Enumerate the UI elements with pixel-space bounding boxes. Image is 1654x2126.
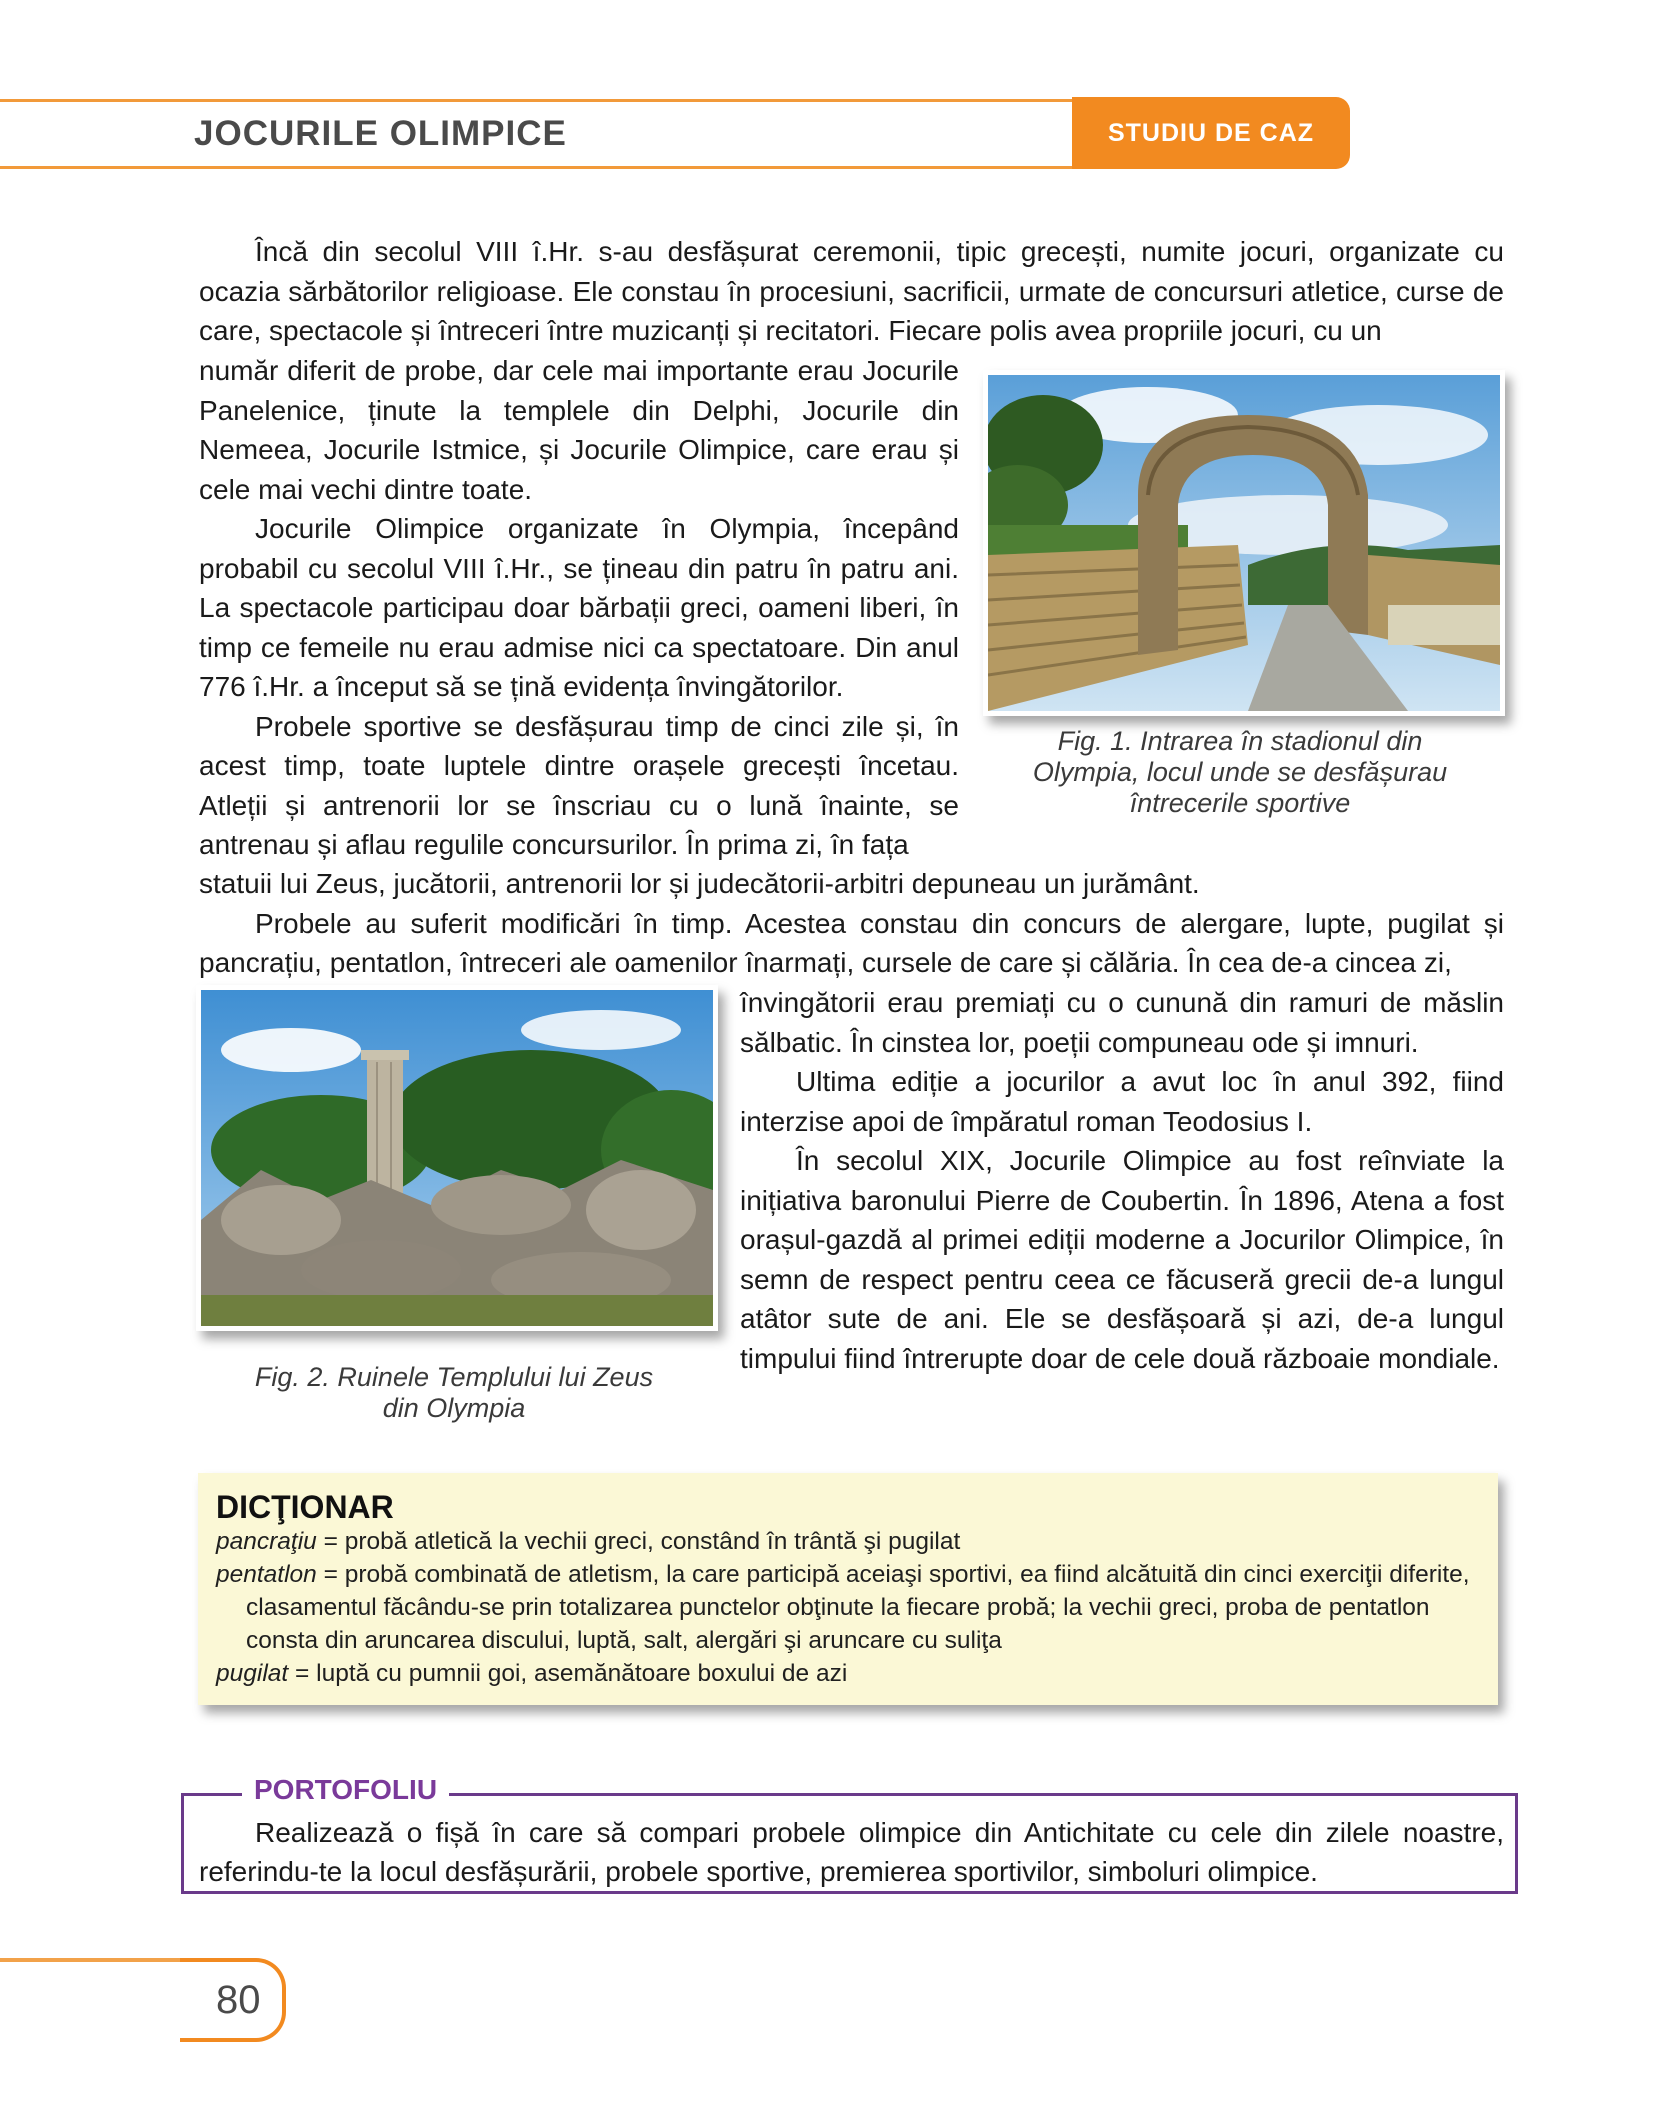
- right-column-text: [740, 983, 1504, 1378]
- paragraph-2: Jocurile Olimpice organizate în Olympia, începând probabil cu secolul VIII î.Hr., se țineau din patru în patru ani. La spectacole participau doar bărbații greci, oameni liberi, în timp ce femeile nu erau admise nici ca spectatoare. Din anul 776 î.Hr. a început să se țină evidența învingătorilor.: [199, 513, 959, 702]
- dictionary-definition: = probă combinată de atletism, la care participă aceiaşi sportivi, ea fiind alcătuită din cinci exerciţii diferite, clasamentul făcându-se prin totalizarea punctelor obţinute la fiecare probă; la vechii greci, proba de pentatlon consta din aruncarea discului, luptă, salt, alergări şi aruncare cu suliţa: [246, 1561, 1470, 1654]
- dictionary-box: [198, 1473, 1498, 1705]
- paragraph-4-continued: învingătorii erau premiați cu o cunună din ramuri de măslin sălbatic. În cinstea lor, poeții compuneau ode și imnuri.: [740, 987, 1504, 1058]
- temple-ruins-image: [201, 990, 713, 1326]
- figure-2-temple-ruins-photo: [196, 985, 718, 1331]
- paragraph-1-continued: număr diferit de probe, dar cele mai importante erau Jocurile Panelenice, ținute la templele din Delphi, Jocurile din Nemeea, Jocurile Istmice, și Jocurile Olimpice, care erau și cele mai vechi dintre toate.: [199, 355, 959, 505]
- paragraph-4: Probele au suferit modificări în timp. Acestea constau din concurs de alergare, lupte, pugilat și pancrațiu, pentatlon, întreceri ale oamenilor înarmați, cursele de care și călăria. În cea de-a cincea zi,: [199, 907, 1504, 978]
- dictionary-term: pancraţiu: [216, 1528, 317, 1555]
- left-column-text: [199, 351, 959, 865]
- section-tab: STUDIU DE CAZ: [1072, 97, 1350, 169]
- paragraph-5: Ultima ediție a jocurilor a avut loc în anul 392, fiind interzise apoi de împăratul roman Teodosius I.: [740, 1066, 1504, 1137]
- mid-text: [199, 864, 1504, 983]
- paragraph-3: Probele sportive se desfășurau timp de cinci zile și, în acest timp, toate luptele dintre orașele grecești încetau. Atleții și antrenorii lor se înscriau cu o lună înainte, se antrenau și aflau regulile concursurilor. În prima zi, în fața: [199, 710, 959, 860]
- dictionary-definition: = luptă cu pumnii goi, asemănătoare boxului de azi: [288, 1660, 848, 1687]
- portfolio-label: PORTOFOLIU: [242, 1774, 449, 1806]
- portfolio-task: Realizează o fișă în care să compari probele olimpice din Antichitate cu cele din zilele noastre, referindu-te la locul desfășurării, probele sportive, premierea sportivilor, simboluri olimpice.: [199, 1817, 1504, 1887]
- dictionary-entry: [216, 1558, 1482, 1657]
- dictionary-term: pentatlon: [216, 1561, 317, 1588]
- dictionary-entry: [216, 1657, 1482, 1690]
- header-rule-top: [0, 99, 1085, 102]
- page-number: 80: [216, 1978, 261, 2022]
- chapter-title: JOCURILE OLIMPICE: [194, 114, 567, 153]
- stadium-arch-image: [988, 375, 1500, 711]
- dictionary-term: pugilat: [216, 1660, 289, 1687]
- dictionary-entry: [216, 1525, 1482, 1558]
- figure-2-caption: Fig. 2. Ruinele Templului lui Zeus din Olympia: [254, 1362, 654, 1423]
- portfolio-text: [199, 1813, 1504, 1891]
- intro-paragraph: [199, 232, 1504, 351]
- figure-1-caption: Fig. 1. Intrarea în stadionul din Olympia, locul unde se desfășurau întrecerile sportive: [1032, 726, 1448, 818]
- paragraph-6: În secolul XIX, Jocurile Olimpice au fost reînviate la inițiativa baronului Pierre de Coubertin. În 1896, Atena a fost orașul-gazdă al primei ediții moderne a Jocurilor Olimpice, în semn de respect pentru ceea ce făcuseră grecii de-a lungul atâtor sute de ani. Ele se desfășoară și azi, de-a lungul timpului fiind întrerupte doar de cele două războaie mondiale.: [740, 1145, 1504, 1374]
- dictionary-definition: = probă atletică la vechii greci, constând în trântă şi pugilat: [316, 1528, 961, 1555]
- paragraph-3-continued: statuii lui Zeus, jucătorii, antrenorii lor și judecătorii-arbitri depuneau un jurământ.: [199, 868, 1200, 899]
- figure-1-stadium-entrance-photo: [983, 370, 1505, 716]
- dictionary-title: DICŢIONAR: [216, 1489, 394, 1525]
- header-rule-bottom: [0, 166, 1085, 169]
- paragraph-1: Încă din secolul VIII î.Hr. s-au desfășurat ceremonii, tipic grecești, numite jocuri, organizate cu ocazia sărbătorilor religioase. Ele constau în procesiuni, sacrificii, urmate de concursuri atletice, curse de care, spectacole și întreceri între muzicanți și recitatori. Fiecare polis avea propriile jocuri, cu un: [199, 236, 1504, 346]
